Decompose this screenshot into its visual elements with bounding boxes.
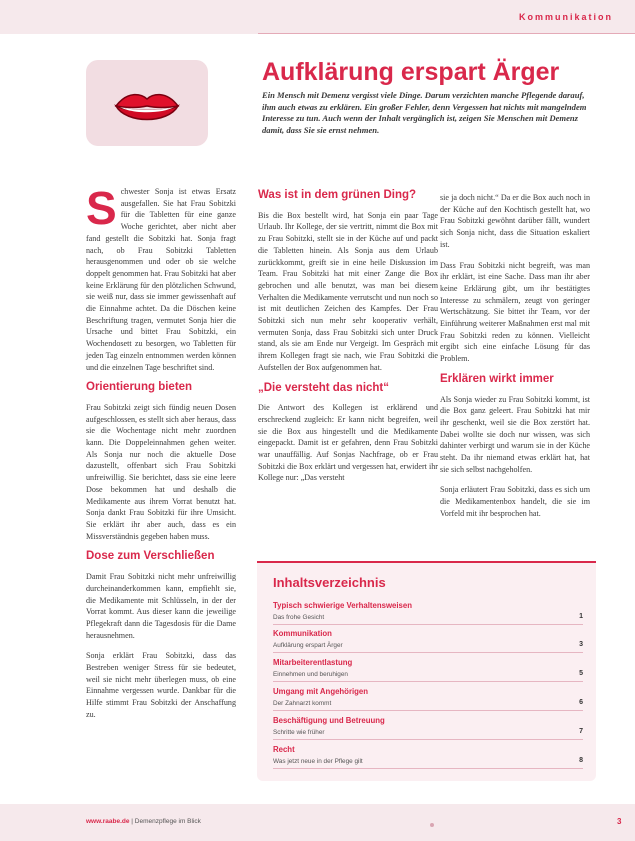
- heading-versteht-nicht: „Die versteht das nicht“: [258, 381, 390, 394]
- column-3: [440, 192, 590, 529]
- toc-entry[interactable]: [273, 757, 583, 769]
- paragraph: Sonja erklärt Frau Sobitzki, dass das Bestreben weniger Stress für sie bedeutet, weil sie nicht mehr überlegen muss, ob eine Einnahme vergessen wurde. Dankbar für die Hilfe stimmt Frau Sobitzki der Anschaffung zu.: [86, 651, 236, 719]
- toc-page-number: 5: [579, 670, 583, 677]
- toc-page-number: 7: [579, 728, 583, 735]
- toc-category: Umgang mit Angehörigen: [273, 687, 369, 696]
- page-number: 3: [617, 817, 622, 826]
- article-lead: Ein Mensch mit Demenz vergisst viele Dinge. Darum verzichten manche Pflegende darauf, ihm auch etwas zu erklären. Ein großer Fehler, denn Vergessen hat nichts mit mangelndem Interesse zu tun. Auch wenn der Inhalt vergänglich ist, zeigen Sie Menschen mit Demenz damit, dass Sie sie ernst nehmen.: [262, 90, 587, 135]
- toc-entry[interactable]: [273, 728, 583, 740]
- toc-page-number: 6: [579, 699, 583, 706]
- article-title: Aufklärung erspart Ärger: [262, 58, 560, 86]
- toc-entry[interactable]: [273, 699, 583, 711]
- toc-entry-title: Das frohe Gesicht: [273, 614, 325, 621]
- paragraph: Bis die Box bestellt wird, hat Sonja ein paar Tage Urlaub. Ihr Kollege, der sie vertritt, nimmt die Box mit zu Frau Sobitzki, stellt sie in der Küche auf und packt die Tabletten hinein. Als Sonja aus dem Urlaub zurückkommt, greift sie in eine heile Diskussion im Team. Frau Sobitzki hat mit einer Zange die Box gebrochen und alle benutzt, was man bei diesem Verhalten die Medikamente verrutscht und nun noch so ist mit deutlichen Zeichen des Kampfes. Der Frau Sobitzki sich nun mehr sehr kooperativ verhält, vermuten Sonja, dass Frau Sobitzki sich unter Druck stand, als sie am Ende nur Vergeigt. Im Gespräch mit ihrem Kollegen fragt sie nach, wie Frau Sobitzki die Aufstellen der Box aufgenommen hat.: [258, 210, 438, 372]
- heading-erklaeren: Erklären wirkt immer: [440, 372, 554, 385]
- toc-category: Typisch schwierige Verhaltensweisen: [273, 601, 412, 610]
- toc-entry[interactable]: [273, 613, 583, 625]
- footer-publication: [86, 818, 201, 825]
- paragraph: sie ja doch nicht.“ Da er die Box auch noch in der Küche auf den Kochtisch gestellt hat, wo Frau Sobitzki gewöhnt darüber fällt, wundert sich Sonja nicht, dass die Situation eskaliert ist.: [440, 193, 590, 249]
- column-1: [86, 182, 236, 730]
- toc-category: Recht: [273, 745, 295, 754]
- paragraph: Sonja erläutert Frau Sobitzki, dass es sich um die Medikamentenbox handelt, die sie im Vorfeld mit ihr besprochen hat.: [440, 485, 590, 518]
- lips-icon: [86, 60, 208, 146]
- toc-entry-title: Schritte wie früher: [273, 729, 325, 736]
- toc-page-number: 8: [579, 757, 583, 764]
- lips-illustration: [86, 60, 208, 146]
- toc-entry[interactable]: [273, 641, 583, 653]
- heading-gruenes-ding: Was ist in dem grünen Ding?: [258, 189, 417, 201]
- footer-dot: [430, 823, 434, 827]
- toc-category: Mitarbeiterentlastung: [273, 658, 353, 667]
- heading-orientierung: Orientierung bieten: [86, 381, 193, 394]
- toc-title: Inhaltsverzeichnis: [273, 575, 386, 590]
- footer-url[interactable]: www.raabe.de: [86, 818, 130, 825]
- toc-entry-title: Der Zahnarzt kommt: [273, 700, 332, 707]
- intro-paragraph: Schwester Sonja ist etwas Ersatz ausgefallen. Sie hat Frau Sobitzki für die Tabletten für eine ganze Woche gerichtet, aber nicht aber fand gestellt die Sobitzki hat. Sonja fragt nach, ob Frau Sobitzki Tabletten herausgenommen und oder ob sie welche doppelt genommen hat. Frau Sobitzki hat aber keine Erklärung für den plötzlichen Schwund, sie weiß nur, dass sie immer gewissenhaft auf die Einnahme achtet. Da die Döschen keine Beschriftung tragen, vermutet Sonja hier die Ursache und bittet Frau Sobitzki, ein Wochendosett zu besorgen, wo Tabletten für jeden Tag einzeln entnommen werden können und die einzelnen Tage beschriftet sind.: [86, 182, 236, 372]
- toc-entry-title: Aufklärung erspart Ärger: [273, 642, 343, 649]
- heading-dose: Dose zum Verschließen: [86, 550, 215, 563]
- toc-entry-title: Was jetzt neue in der Pflege gilt: [273, 758, 363, 765]
- section-label: Kommunikation: [518, 12, 613, 22]
- toc-category: Kommunikation: [273, 629, 332, 638]
- table-of-contents: [257, 561, 596, 781]
- toc-page-number: 1: [579, 613, 583, 620]
- paragraph: Als Sonja wieder zu Frau Sobitzki kommt, ist die Box ganz geleert. Frau Sobitzki hat mir ihr geschenkt, weil sie die Box zerstört hat. Dabei wollte sie doch nur wissen, was sich dahinter verbirgt und warum sie in der Küche steht. Da ihr niemand etwas erklärt hat, hat sie sich selbst nachgeholfen.: [440, 394, 590, 474]
- drop-cap: S: [86, 182, 117, 234]
- paragraph: Damit Frau Sobitzki nicht mehr unfreiwillig durcheinanderkommen kann, empfiehlt sie, die Medikamente mit Schlüsseln, in der der Vorrat kommt. Aus dieser kann die jeweilige Pflegekraft dann die Tagesdosis für die Dame herausnehmen.: [86, 572, 236, 640]
- column-2: [258, 190, 438, 493]
- paragraph: Die Antwort des Kollegen ist erklärend und erschreckend zugleich: Er kann nicht begreifen, weil sie die Box aus hingestellt und die Medikamente eingepackt. Damit ist er gefahren, denn Frau Sobitzki war unauffällig. Auf Sonjas Nachfrage, ob er Frau Sobitzki die Box erklärt und vergessen hat, erwidert ihr Kollege nur: „Das versteht: [258, 403, 438, 483]
- toc-entry-title: Einnehmen und beruhigen: [273, 671, 348, 678]
- paragraph: Frau Sobitzki zeigt sich fündig neuen Dosen aufgeschlossen, es stellt sich aber heraus, dass sie die Wochentage nicht mehr zuordnen kann. Die Doppeleinnahmen gehen weiter. Als Sonja nur noch die aktuelle Dose dazustellt, offenbart sich Frau Sobitzki unfreiwillig. Sie berichtet, dass sie eine leere Dose bekommen hat und deshalb die Medikamente aus ihrem Vorrat benutzt hat. Sonja dankt Frau Sobitzki für ihre Umsicht. Sie erklärt ihr aber auch, dass es ein Missverständnis gegeben haben muss.: [86, 402, 236, 541]
- footer-title: | Demenzpflege im Blick: [131, 818, 201, 825]
- toc-page-number: 3: [579, 641, 583, 648]
- toc-entry[interactable]: [273, 670, 583, 682]
- toc-category: Beschäftigung und Betreuung: [273, 716, 385, 725]
- header-rule: [258, 33, 635, 34]
- paragraph: Dass Frau Sobitzki nicht begreift, was man ihr erklärt, ist eine Sache. Dass man ihr aber keine Erklärung gibt, um ihr bestätigtes Interesse zu schmälern, zeugt von geringer Wertschätzung. Sie bittet ihr Team, vor der Einführung weiterer Maßnahmen erst mal mit Frau Sobitzki reden zu können. Vielleicht ergibt sich eine einfache Lösung für das Problem.: [440, 260, 590, 364]
